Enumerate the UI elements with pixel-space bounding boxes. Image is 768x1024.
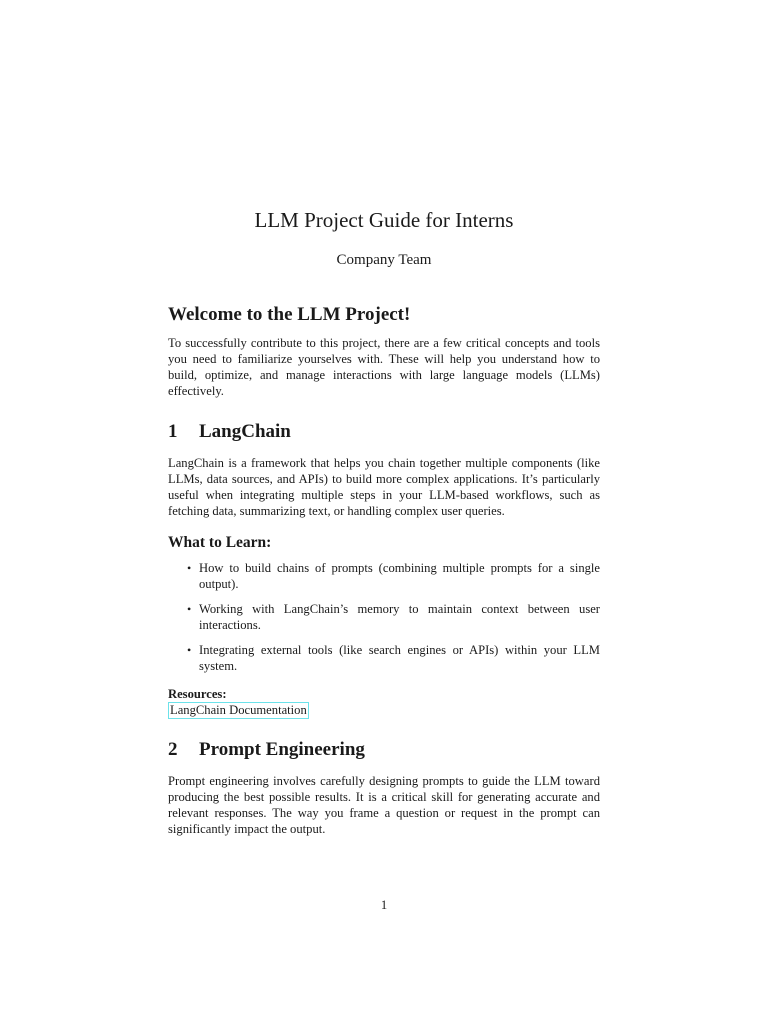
- welcome-paragraph: To successfully contribute to this project, there are a few critical concepts and tools you need to familiarize yourselves with. These will help you understand how to build, optimize, and manage interactions with large language models (LLMs) effectively.: [168, 336, 600, 398]
- section-1-title: LangChain: [199, 421, 291, 442]
- list-item: • Integrating external tools (like search engines or APIs) within your LLM system.: [187, 643, 600, 673]
- section-2-title: Prompt Engineering: [199, 739, 365, 760]
- section-1-heading: [168, 419, 291, 445]
- resources-label: Resources:: [168, 687, 227, 701]
- bullet-icon: •: [187, 643, 192, 657]
- bullet-icon: •: [187, 561, 192, 575]
- section-1-number: 1: [168, 421, 178, 442]
- bullet-icon: •: [187, 602, 192, 616]
- welcome-heading: Welcome to the LLM Project!: [168, 304, 411, 325]
- document-title: LLM Project Guide for Interns: [254, 208, 514, 232]
- langchain-documentation-link[interactable]: LangChain Documentation: [170, 703, 307, 717]
- page-number: 1: [380, 898, 388, 912]
- section-2-number: 2: [168, 739, 178, 760]
- section-1-paragraph: LangChain is a framework that helps you chain together multiple components (like LLMs, data sources, and APIs) to build more complex applications. It’s particularly useful when integrating multiple steps in your LLM-based workflows, such as fetching data, summarizing text, or handling complex user queries.: [168, 456, 600, 518]
- section-2-heading: [168, 737, 365, 763]
- what-to-learn-list: [168, 560, 600, 683]
- list-item: • Working with LangChain’s memory to maintain context between user interactions.: [187, 602, 600, 632]
- document-author: Company Team: [336, 252, 432, 268]
- section-2-paragraph: Prompt engineering involves carefully designing prompts to guide the LLM toward producing the best possible results. It is a critical skill for generating accurate and relevant responses. The way you frame a question or request in the prompt can significantly impact the output.: [168, 774, 600, 836]
- list-item: • How to build chains of prompts (combining multiple prompts for a single output).: [187, 561, 600, 591]
- what-to-learn-heading: What to Learn:: [168, 534, 272, 551]
